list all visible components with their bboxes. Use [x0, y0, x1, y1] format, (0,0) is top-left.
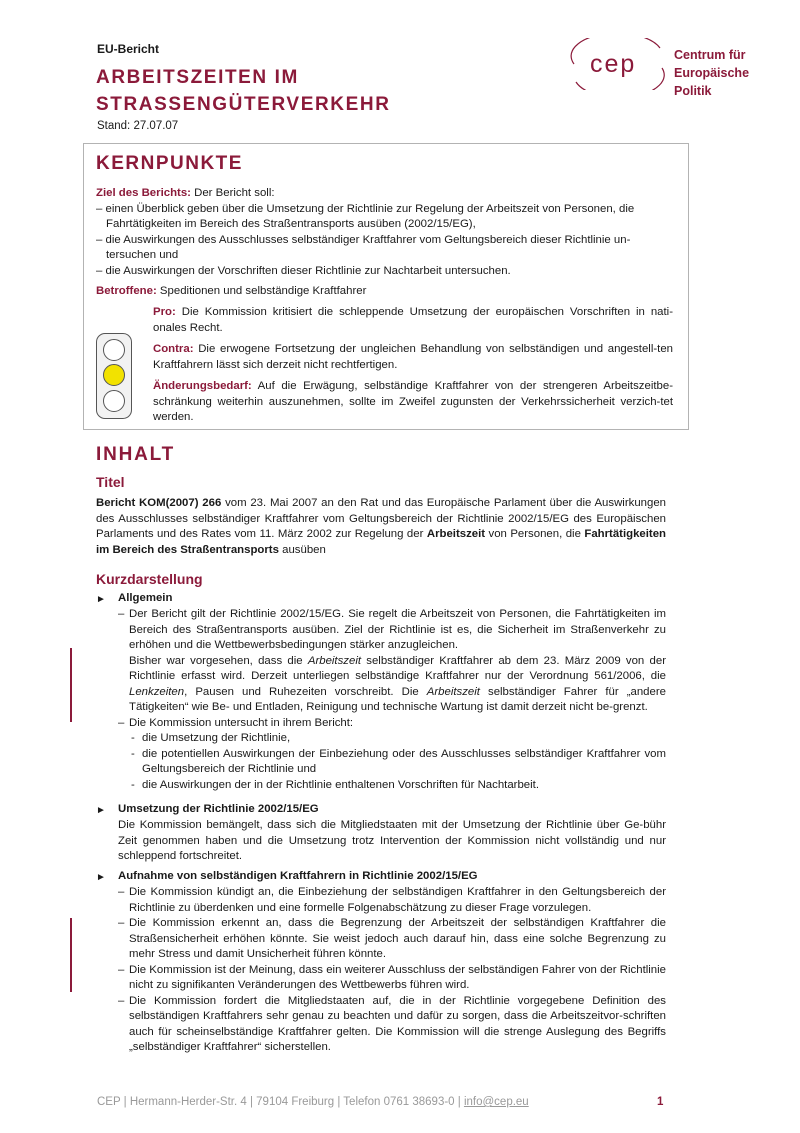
triangle-bullet-icon: ►	[96, 805, 106, 816]
report-type-label: EU-Bericht	[97, 42, 160, 56]
page-title: ARBEITSZEITEN IM STRASSENGÜTERVERKEHR	[96, 67, 391, 115]
footer-address: CEP | Hermann-Herder-Str. 4 | 79104 Freiburg | Telefon 0761 38693-0 | info@cep.eu	[97, 1096, 529, 1108]
dash-item: – Der Bericht gilt der Richtlinie 2002/15/EG. Sie regelt die Arbeitszeit von Personen, die Fahrtätigkeiten im Bereich des Straßentransports ausüben. Ziel der Richtlinie ist es, die Sicherheit im Straßenverkehr zu erhöhen und die Wettbewerbsbedingungen stärker anzugleichen.	[118, 608, 666, 651]
sub-item: - die Umsetzung der Richtlinie,	[131, 732, 291, 744]
betroffene-line: Betroffene: Speditionen und selbständige Kraftfahrer	[96, 285, 367, 297]
ziel-section: Ziel des Berichts: Der Bericht soll: – einen Überblick geben über die Umsetzung der Richtlinie zur Regelung der Arbeitszeit von Personen, die Fahrtätigkeiten im Bereich des Straßentransports ausüben (2002/15/EG), – die Auswirkungen des Ausschlusses selbständiger Kraftfahrer vom Geltungsbereich dieser Richtlinie un- tersuchen und – die Auswirkungen der Vorschriften dieser Richtlinie zur Nachtarbeit untersuchen.	[96, 186, 686, 279]
kurzdarstellung-heading: Kurzdarstellung	[96, 571, 203, 587]
ziel-item-cont: tersuchen und	[106, 249, 179, 261]
allgemein-heading: Allgemein	[118, 592, 173, 604]
svg-text:cep: cep	[590, 50, 637, 78]
change-bar	[70, 918, 72, 992]
red-lamp	[103, 339, 125, 361]
page-number: 1	[657, 1096, 664, 1108]
allgemein-paragraph: Bisher war vorgesehen, dass die Arbeitszeit selbständiger Kraftfahrer ab dem 23. März 2009 von der Richtlinie erfasst wird. Derzeit unterliegen selbständige Kraftfahrer nur der Verordnung 561/2006, die Lenkzeiten, Pausen und Ruhezeiten vorschreibt. Die Arbeitszeit selbständiger Fahrer für „andere Tätigkeiten“ wie Be- und Entladen, Reinigung und technische Wartung ist damit derzeit nicht be-grenzt.	[129, 654, 666, 713]
ziel-item: – die Auswirkungen der Vorschriften dieser Richtlinie zur Nachtarbeit untersuchen.	[96, 264, 511, 277]
dash-item: – Die Kommission ist der Meinung, dass ein weiterer Ausschluss der selbständigen Fahrer von der Richtlinie nicht zu signifikanten Veränderungen des Wettbewerbs führen wird.	[118, 963, 666, 991]
sub-item: - die Auswirkungen der in der Richtlinie enthaltenen Vorschriften für Nachtarbeit.	[131, 778, 539, 791]
ziel-item: – die Auswirkungen des Ausschlusses selbständiger Kraftfahrer vom Geltungsbereich dieser Richtlinie un-	[96, 233, 631, 246]
amber-lamp-lit	[103, 364, 125, 386]
umsetzung-paragraph: Die Kommission bemängelt, dass sich die Mitgliedstaaten mit der Umsetzung der Richtlinie über Ge-bühr Zeit genommen haben und die Umsetzung trotz Intervention der Kommission nicht vollständig und nur schleppend fortschreitet.	[118, 819, 666, 862]
green-lamp	[103, 390, 125, 412]
kernpunkte-heading: KERNPUNKTE	[96, 153, 243, 174]
allgemein-body	[118, 607, 666, 793]
dash-item: – Die Kommission fordert die Mitgliedstaaten auf, die in der Richtlinie vorgegebene Definition des selbständigen Kraftfahrers sehr genau zu beachten und dafür zu sorgen, dass die Arbeitszeitvor-schriften auch für scheinselbständige Kraftfahrer gelten. Die Kommission will die strenge Auslegung des Begriffs „selbständiger Kraftfahrer“ sicherstellen.	[118, 994, 666, 1053]
triangle-bullet-icon: ►	[96, 872, 106, 883]
pro-text: Pro: Die Kommission kritisiert die schleppende Umsetzung der europäischen Vorschriften in nati-onales Recht.	[153, 306, 673, 334]
date-stamp: Stand: 27.07.07	[97, 120, 179, 132]
umsetzung-heading: Umsetzung der Richtlinie 2002/15/EG	[118, 803, 319, 815]
ziel-item: – einen Überblick geben über die Umsetzung der Richtlinie zur Regelung der Arbeitszeit von Personen, die	[96, 202, 635, 215]
contra-text: Contra: Die erwogene Fortsetzung der ungleichen Behandlung von selbständigen und angestell-ten Kraftfahrern lässt sich derzeit nicht rechtfertigen.	[153, 343, 673, 371]
aufnahme-heading: Aufnahme von selbständigen Kraftfahrern in Richtlinie 2002/15/EG	[118, 870, 478, 882]
betroffene-label: Betroffene:	[96, 285, 157, 297]
organization-name: Centrum für Europäische Politik	[674, 48, 750, 98]
dash-item: – Die Kommission untersucht in ihrem Bericht:	[118, 716, 354, 729]
dash-item: – Die Kommission erkennt an, dass die Begrenzung der Arbeitszeit der selbständigen Kraftfahrer die Straßensicherheit erhöhen könnte. Sie weist jedoch auch darauf hin, dass eine solche Begrenzung zu mehr Stress und damit Unsicherheit führen könnte.	[118, 917, 666, 960]
aufnahme-list	[118, 885, 666, 1056]
triangle-bullet-icon: ►	[96, 594, 106, 605]
traffic-light-icon	[96, 333, 132, 419]
inhalt-heading: INHALT	[96, 444, 176, 465]
ziel-item-cont: Fahrtätigkeiten im Bereich des Straßentransports ausüben (2002/15/EG),	[106, 218, 476, 230]
email-link[interactable]: info@cep.eu	[463, 1096, 529, 1108]
dash-item: – Die Kommission kündigt an, die Einbeziehung der selbständigen Kraftfahrer in den Geltungsbereich der Richtlinie zu überdenken und eine formelle Folgenabschätzung zu dieser Frage vorzulegen.	[118, 886, 666, 914]
titel-paragraph: Bericht KOM(2007) 266 vom 23. Mai 2007 an den Rat und das Europäische Parlament über die Auswirkungen des Ausschlusses selbständiger Kraftfahrer vom Geltungsbereich der Richtlinie 2002/15/EG des Europäischen Parlaments und des Rates vom 11. März 2002 zur Regelung der Arbeitszeit von Personen, die Fahrtätigkeiten im Bereich des Straßentransports ausüben	[96, 497, 667, 556]
sub-item: - die potentiellen Auswirkungen der Einbeziehung oder des Ausschlusses selbständiger Kraftfahrer vom Geltungsbereich der Richtlinie und	[131, 747, 666, 775]
aenderungsbedarf-text: Änderungsbedarf: Auf die Erwägung, selbständige Kraftfahrer von der strengeren Arbeitszeitbe-schränkung weiterhin auszunehmen, sollte im Zweifel zugunsten der Verkehrssicherheit verzich-tet werden.	[153, 380, 673, 423]
ziel-label: Ziel des Berichts:	[96, 187, 191, 199]
cep-logo	[568, 38, 668, 90]
change-bar	[70, 648, 72, 722]
titel-heading: Titel	[96, 474, 125, 490]
